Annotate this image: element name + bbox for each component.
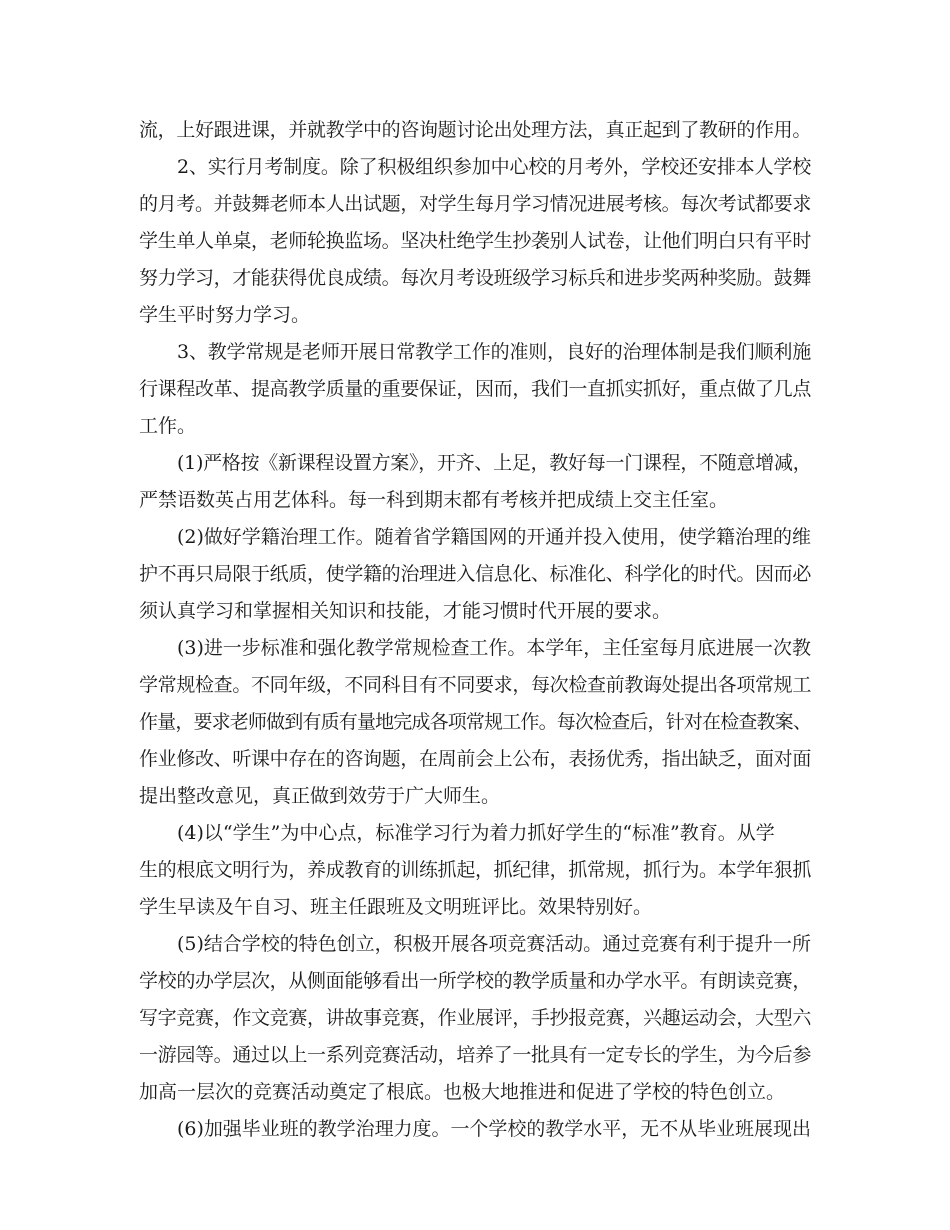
paragraph-first-line: (5)结合学校的特色创立，积极开展各项竞赛活动。通过竞赛有利于提升一所 [177,933,811,955]
text-line: 学校的办学层次，从侧面能够看出一所学校的教学质量和办学水平。有朗读竞赛， [139,970,811,992]
text-line: 生的根底文明行为，养成教育的训练抓起，抓纪律，抓常规，抓行为。本学年狠抓 [139,859,811,881]
text-line: 的月考。并鼓舞老师本人出试题，对学生每月学习情况进展考核。每次考试都要求 [139,193,811,215]
text-line: 一游园等。通过以上一系列竞赛活动，培养了一批具有一定专长的学生，为今后参 [139,1044,811,1066]
text-line: 作业修改、听课中存在的咨询题，在周前会上公布，表扬优秀，指出缺乏，面对面 [139,748,811,770]
text-line: 作量，要求老师做到有质有量地完成各项常规工作。每次检查后，针对在检查教案、 [139,711,811,733]
text-line: 学常规检查。不同年级，不同科目有不同要求，每次检查前教诲处提出各项常规工 [139,674,811,696]
paragraph-first-line: (3)进一步标准和强化教学常规检查工作。本学年，主任室每月底进展一次教 [177,637,811,659]
text-line: 加高一层次的竞赛活动奠定了根底。也极大地推进和促进了学校的特色创立。 [139,1081,786,1103]
text-line: 学生单人单桌，老师轮换监场。坚决杜绝学生抄袭别人试卷，让他们明白只有平时 [139,230,811,252]
paragraph-first-line: (2)做好学籍治理工作。随着省学籍国网的开通并投入使用，使学籍治理的维 [177,526,811,548]
text-line: 努力学习，才能获得优良成绩。每次月考设班级学习标兵和进步奖两种奖励。鼓舞 [139,267,811,289]
text-line: 学生早读及午自习、班主任跟班及文明班评比。效果特别好。 [139,896,653,918]
paragraph-first-line: (1)严格按《新课程设置方案》，开齐、上足，教好每一门课程，不随意增减， [177,452,811,474]
text-line: 护不再只局限于纸质，使学籍的治理进入信息化、标准化、科学化的时代。因而必 [139,563,811,585]
body-text [139,112,811,1148]
text-line: 提出整改意见，真正做到效劳于广大师生。 [139,785,501,807]
text-line: 学生平时努力学习。 [139,304,311,326]
text-line: 流，上好跟进课，并就教学中的咨询题讨论出处理方法，真正起到了教研的作用。 [139,119,811,141]
paragraph-first-line: (4)以“学生”为中心点，标准学习行为着力抓好学生的“标准”教育。从学 [177,822,775,844]
paragraph-first-line: 3、教学常规是老师开展日常教学工作的准则，良好的治理体制是我们顺利施 [177,341,811,363]
paragraph-first-line: 2、实行月考制度。除了积极组织参加中心校的月考外，学校还安排本人学校 [177,156,811,178]
text-line: 行课程改革、提高教学质量的重要保证，因而，我们一直抓实抓好，重点做了几点 [139,378,811,400]
text-line: 须认真学习和掌握相关知识和技能，才能习惯时代开展的要求。 [139,600,672,622]
text-line: 严禁语数英占用艺体科。每一科到期末都有考核并把成绩上交主任室。 [139,489,729,511]
text-line: 工作。 [139,415,197,437]
text-line: 写字竞赛，作文竞赛，讲故事竞赛，作业展评，手抄报竞赛，兴趣运动会，大型六 [139,1007,811,1029]
paragraph-first-line: (6)加强毕业班的教学治理力度。一个学校的教学水平，无不从毕业班展现出 [177,1118,811,1140]
